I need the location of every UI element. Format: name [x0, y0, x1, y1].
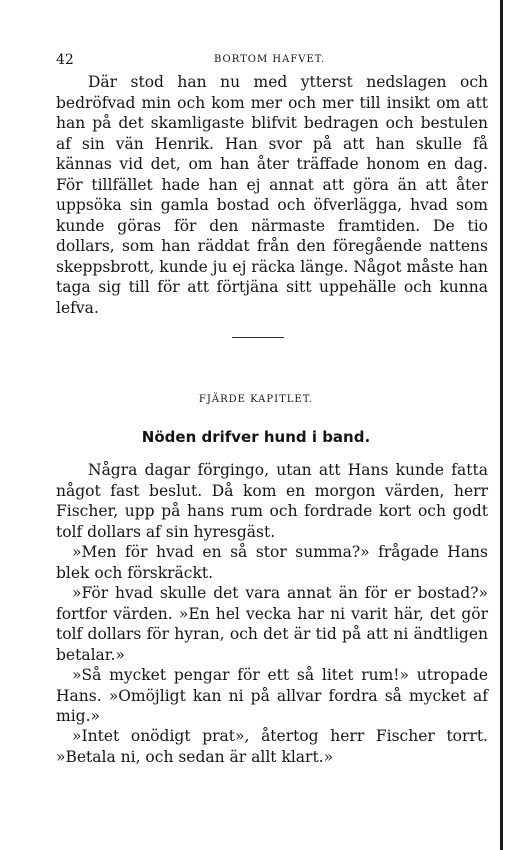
chapter-paragraph: »Så mycket pengar för ett så litet rum!» utropade Hans. »Omöjligt kan ni på allvar fordra så mycket af mig.»: [56, 666, 488, 725]
page-edge-rule: [500, 0, 503, 850]
chapter-label: FJÄRDE KAPITLET.: [198, 394, 314, 405]
body-paragraph: Där stod han nu med ytterst nedslagen och bedröfvad min och kom mer och mer till insikt om att han på det skamligaste blifvit bedragen och bestulen af sin vän Henrik. Han svor på att han skulle få kännas vid det, om han åter träffade honom en dag. För tillfället hade han ej annat att göra än att åter uppsöka sin gamla bostad och öfverlägga, hvad som kunde göras för den närmaste framtiden. De tio dollars, som han räddat från den föregående nattens skeppsbrott, kunde ju ej räcka länge. Något måste han taga sig till för att förtjäna sitt uppehälle och kunna lefva.: [56, 73, 488, 317]
chapter-paragraph: Några dagar förgingo, utan att Hans kunde fatta något fast beslut. Då kom en morgon värden, herr Fischer, upp på hans rum och fordrade kort och godt tolf dollars af sin hyresgäst.: [56, 461, 488, 541]
page-number: 42: [56, 52, 74, 68]
section-divider: [232, 337, 284, 338]
chapter-paragraph: »Intet onödigt prat», återtog herr Fischer torrt. »Betala ni, och sedan är allt klart.»: [56, 727, 488, 766]
chapter-title: Nöden drifver hund i band.: [141, 428, 371, 446]
running-header: BORTOM HAFVET.: [214, 54, 326, 65]
chapter-paragraph: »Men för hvad en så stor summa?» frågade Hans blek och förskräckt.: [56, 543, 488, 582]
chapter-paragraph: »För hvad skulle det vara annat än för er bostad?» fortfor värden. »En hel vecka har ni varit här, det gör tolf dollars för hyran, och det är tid på att ni ändtligen betalar.»: [56, 584, 488, 664]
